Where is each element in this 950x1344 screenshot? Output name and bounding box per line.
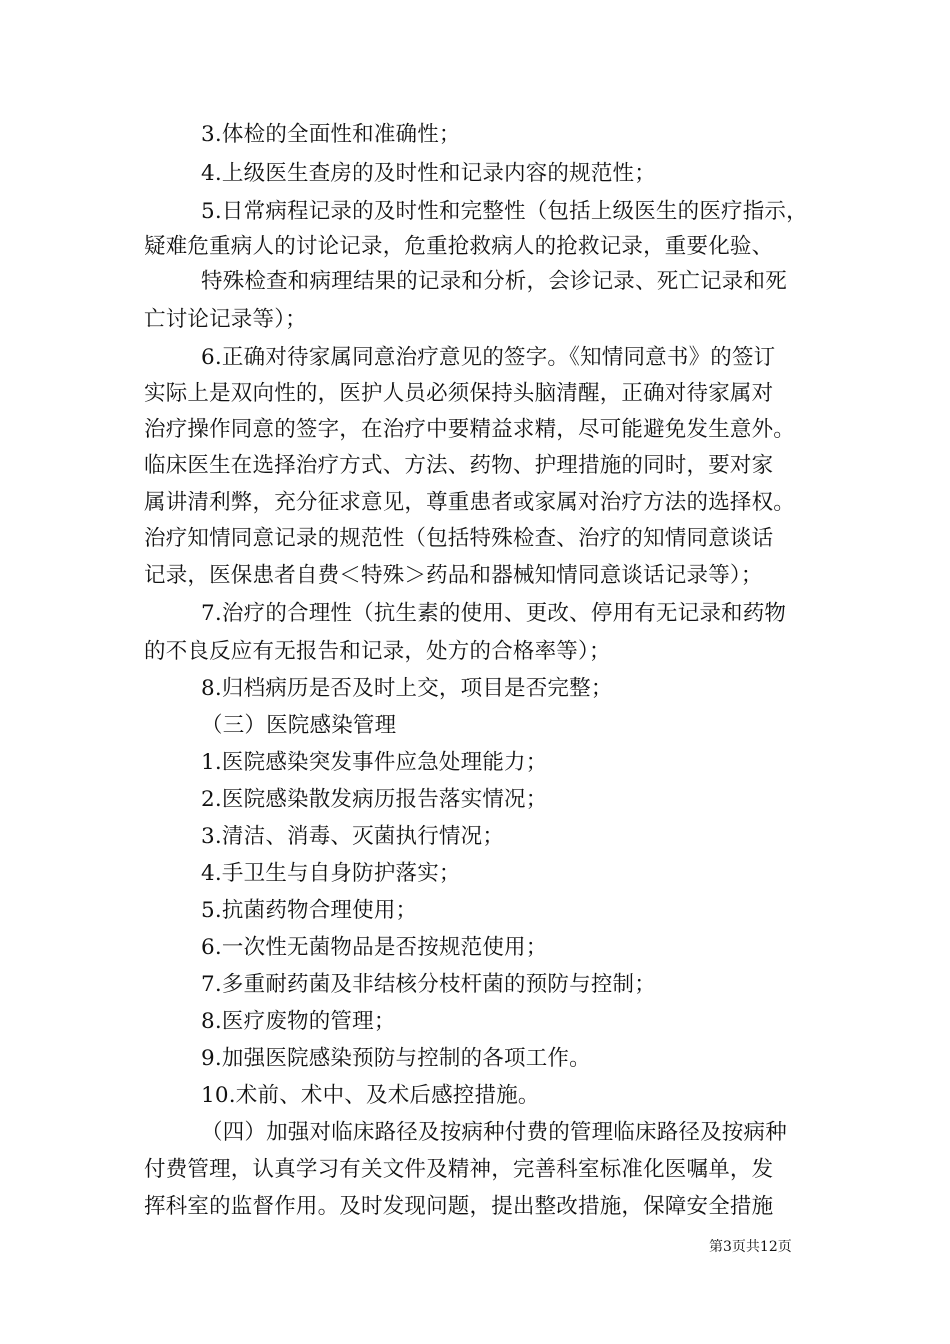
text-line: 特殊检查和病理结果的记录和分析，会诊记录、死亡记录和死 bbox=[201, 269, 787, 294]
text-line: 实际上是双向性的，医护人员必须保持头脑清醒，正确对待家属对 bbox=[144, 381, 774, 406]
text-line: 6.一次性无菌物品是否按规范使用； bbox=[201, 935, 548, 960]
text-line: 3.清洁、消毒、灭菌执行情况； bbox=[201, 824, 505, 849]
text-line: 7.治疗的合理性（抗生素的使用、更改、停用有无记录和药物 bbox=[201, 601, 787, 626]
text-line: 8.医疗废物的管理； bbox=[201, 1009, 396, 1034]
text-line: 的不良反应有无报告和记录，处方的合格率等）； bbox=[144, 639, 611, 664]
text-line: 治疗操作同意的签字，在治疗中要精益求精，尽可能避免发生意外。 bbox=[144, 417, 796, 442]
text-line: 4.手卫生与自身防护落实； bbox=[201, 861, 461, 886]
text-line: 属讲清利弊，充分征求意见，尊重患者或家属对治疗方法的选择权。 bbox=[144, 490, 796, 515]
section-heading: （四）加强对临床路径及按病种付费的管理临床路径及按病种 bbox=[201, 1120, 787, 1145]
text-line: 2.医院感染散发病历报告落实情况； bbox=[201, 787, 548, 812]
text-line: 记录，医保患者自费＜特殊＞药品和器械知情同意谈话记录等）； bbox=[144, 563, 763, 588]
text-line: 4.上级医生查房的及时性和记录内容的规范性； bbox=[201, 161, 656, 186]
text-line: 10.术前、术中、及术后感控措施。 bbox=[201, 1083, 540, 1108]
section-heading: （三）医院感染管理 bbox=[201, 713, 397, 738]
text-line: 临床医生在选择治疗方式、方法、药物、护理措施的同时，要对家 bbox=[144, 453, 774, 478]
page-number: 第3页共12页 bbox=[709, 1239, 792, 1255]
text-line: 6.正确对待家属同意治疗意见的签字。《知情同意书》的签订 bbox=[201, 345, 776, 370]
text-line: 8.归档病历是否及时上交，项目是否完整； bbox=[201, 676, 613, 701]
text-line: 疑难危重病人的讨论记录，危重抢救病人的抢救记录，重要化验、 bbox=[144, 234, 774, 259]
text-line: 治疗知情同意记录的规范性（包括特殊检查、治疗的知情同意谈话 bbox=[144, 526, 774, 551]
text-line: 挥科室的监督作用。及时发现问题，提出整改措施，保障安全措施 bbox=[144, 1194, 774, 1219]
text-line: 付费管理，认真学习有关文件及精神，完善科室标准化医嘱单，发 bbox=[144, 1157, 774, 1182]
text-line: 亡讨论记录等）； bbox=[144, 307, 307, 332]
text-line: 1.医院感染突发事件应急处理能力； bbox=[201, 750, 548, 775]
text-line: 9.加强医院感染预防与控制的各项工作。 bbox=[201, 1046, 591, 1071]
text-line: 5.日常病程记录的及时性和完整性（包括上级医生的医疗指示， bbox=[201, 199, 808, 224]
text-line: 3.体检的全面性和准确性； bbox=[201, 122, 461, 147]
text-line: 7.多重耐药菌及非结核分枝杆菌的预防与控制； bbox=[201, 972, 656, 997]
text-line: 5.抗菌药物合理使用； bbox=[201, 898, 418, 923]
